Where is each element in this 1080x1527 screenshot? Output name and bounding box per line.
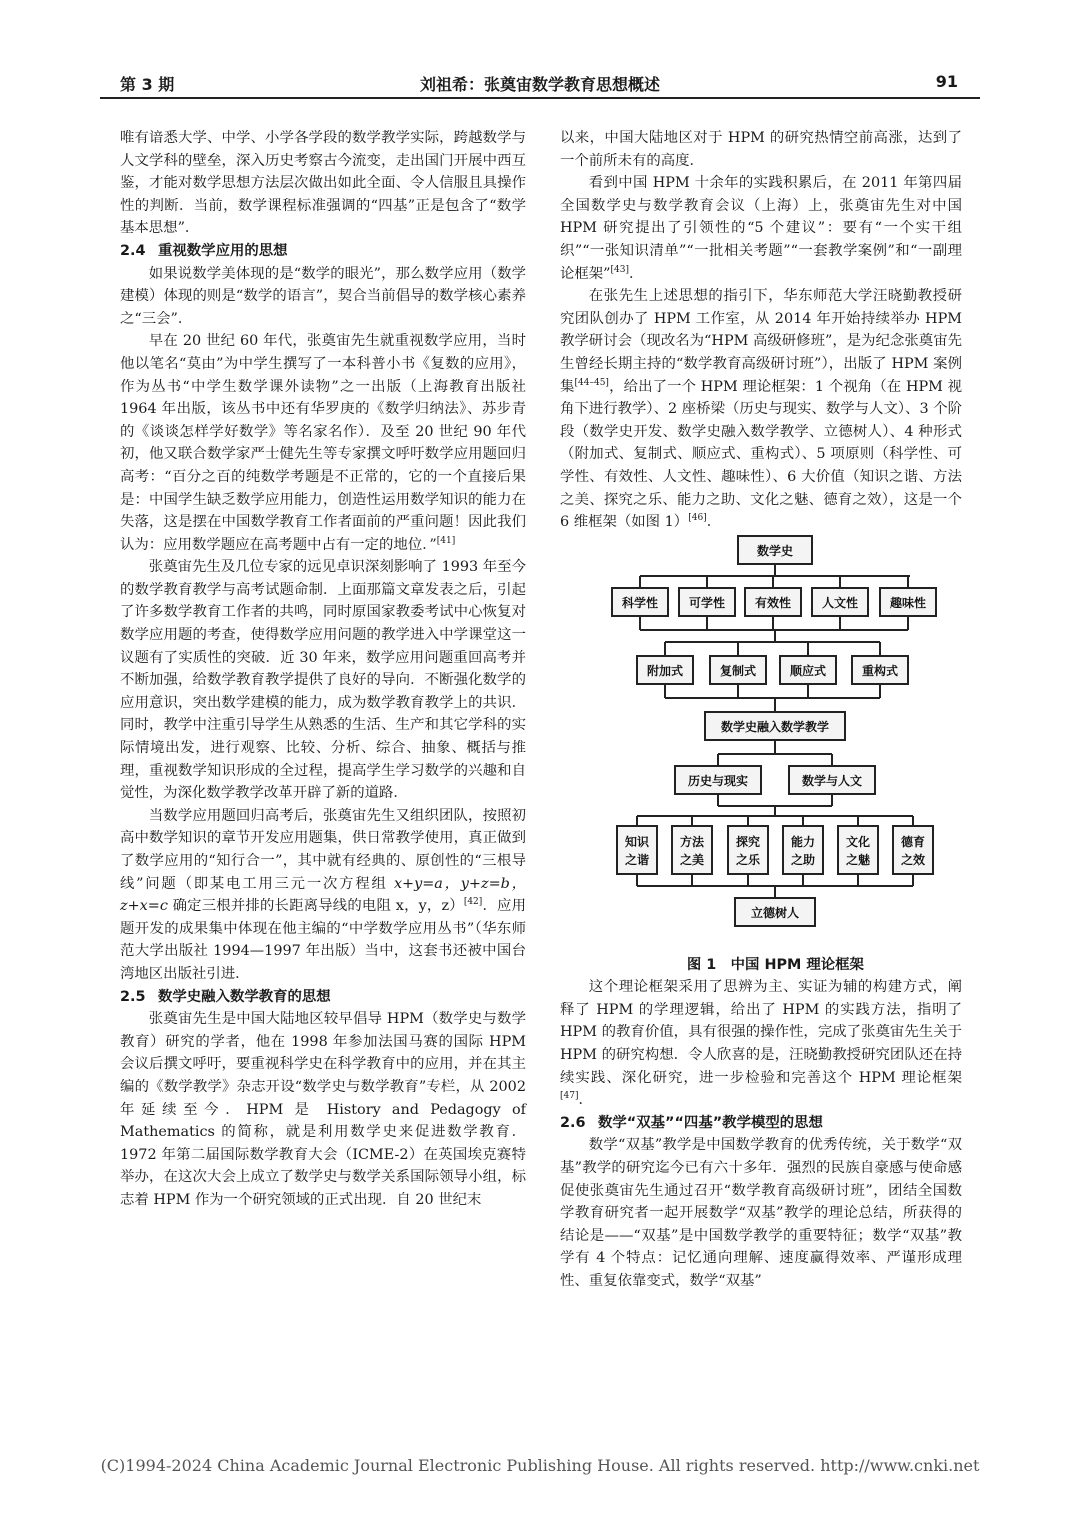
section-title: 重视数学应用的思想 [158, 242, 288, 259]
paragraph [560, 976, 962, 1112]
principle-label: 有效性 [754, 595, 792, 610]
right-column [560, 127, 962, 1293]
value-label: 文化 [845, 834, 871, 849]
running-title: 刘祖希：张奠宙数学教育思想概述 [419, 75, 660, 94]
paragraph: 唯有谙悉大学、中学、小学各学段的数学教学实际，跨越数学与人文学科的壁垒，深入历史考察古今流变，走出国门开展中西互鉴，才能对数学思想方法层次做出如此全面、令人信服且具操作性的判断．当前，数学课程标准强调的“四基”正是包含了“数学基本思想”． [120, 130, 526, 237]
paragraph [120, 805, 526, 986]
paragraph-text: 当数学应用题回归高考后，张奠宙先生又组织团队，按照初高中数学知识的章节开发应用题集，供日常教学使用，真正做到了数学应用的“知行合一”，其中就有经典的、原创性的“三根导线”问题（即某电工用三元一次方程组 [120, 807, 526, 892]
value-label: 之乐 [735, 852, 761, 867]
bridge-nodes [675, 766, 875, 794]
citation: [41] [436, 535, 456, 546]
paragraph: 以来，中国大陆地区对于 HPM 的研究热情空前高涨，达到了一个前所未有的高度． [560, 130, 962, 169]
running-header [100, 66, 980, 94]
paragraph-text: 看到中国 HPM 十余年的实践积累后，在 2011 年第四届全国数学史与数学教育会议（上海）上，张奠宙先生对中国 HPM 研究提出了引领性的“5 个建议”：要有“一个实干组织”“一张知识清单”“一批相关考题”“一套教学案例”和“一副理论框架” [560, 175, 962, 282]
section-heading-2-4 [120, 240, 526, 263]
punctuation: ． [578, 1092, 593, 1109]
paragraph [560, 285, 962, 534]
section-heading-2-5 [120, 986, 526, 1009]
citation: [47] [560, 1091, 579, 1102]
punctuation: ． [629, 265, 644, 282]
hpm-framework-figure [560, 534, 962, 954]
node-history [738, 536, 812, 564]
page-number: 91 [935, 72, 958, 91]
paragraph: 数学“双基”教学是中国数学教育的优秀传统，关于数学“双基”教学的研究迄今已有六十多年．强烈的民族自豪感与使命感促使张奠宙先生通过召开“数学教育高级研讨班”，团结全国数学教育研究者一起开展数学“双基”教学的理论总结，所获得的结论是——“双基”是中国数学教学的重要特征；数学“双基”教学有 4 个特点：记忆通向理解、速度赢得效率、严谨形成理性、重复依靠变式，数学“双基” [560, 1137, 962, 1289]
node-label: 立德树人 [750, 905, 800, 920]
node-label: 数学史 [756, 543, 794, 558]
value-label: 德育 [900, 834, 926, 849]
bridge-label: 数学与人文 [801, 773, 863, 788]
value-label: 之效 [900, 852, 926, 867]
principle-label: 趣味性 [889, 595, 927, 610]
paragraph-text: 确定三根并排的长距离导线的电阻 x，y，z） [167, 898, 464, 915]
citation: [42] [463, 897, 483, 908]
citation: [46] [688, 513, 707, 524]
figure-caption: 图 1 中国 HPM 理论框架 [686, 956, 864, 973]
paragraph [120, 330, 526, 556]
form-nodes [637, 656, 908, 684]
section-number: 2.4 [120, 242, 146, 259]
form-label: 重构式 [861, 663, 899, 678]
value-label: 之魅 [845, 852, 871, 867]
form-label: 顺应式 [789, 663, 827, 678]
paragraph-text: 在张先生上述思想的指引下，华东师范大学汪晓勤教授研究团队创办了 HPM 工作室，从 2014 年开始持续举办 HPM 教学研讨会（现改名为“HPM 高级研修班”，是为纪念张奠宙先生曾经长期主持的“数学教育高级研讨班”），出版了 HPM 案例集 [560, 288, 962, 395]
value-label: 探究 [735, 834, 761, 849]
section-heading-2-6 [560, 1112, 962, 1135]
issue-label: 第 3 期 [120, 75, 175, 94]
header-rule [100, 97, 980, 99]
section-number: 2.5 [120, 988, 146, 1005]
citation: [44–45] [574, 377, 609, 388]
paragraph-text: ，给出了一个 HPM 理论框架：1 个视角（在 HPM 视角下进行教学）、2 座桥梁（历史与现实、数学与人文）、3 个阶段（数学史开发、数学史融入数学教学、立德树人）、4 种形式（附加式、复制式、顺应式、重构式）、5 项原则（科学性、可学性、有效性、人文性、趣味性）、6 大价值（知识之谐、方法之美、探究之乐、能力之助、文化之魅、德育之效），这是一个 6 维框架（如图 1） [560, 378, 962, 531]
paragraph: 张奠宙先生是中国大陆地区较早倡导 HPM（数学史与数学教育）研究的学者，他在 1998 年参加法国马赛的国际 HPM 会议后撰文呼吁，要重视科学史在科学教育中的应用，并在其主编的《数学教学》杂志开设“数学史与数学教育”专栏，从 2002 年延续至今．HPM 是 History and Pedagogy of Mathematics 的简称，就是利用数学史来促进数学教育．1972 年第二届国际数学教育大会（ICME-2）在英国埃克赛特举办，在这次大会上成立了数学史与数学关系国际领导小组，标志着 HPM 作为一个研究领域的正式出现．自 20 世纪末 [120, 1011, 526, 1208]
principle-nodes [612, 588, 936, 616]
paragraph [560, 172, 962, 285]
value-label: 之助 [790, 852, 816, 867]
paragraph-text: ．应用题开发的成果集中体现在他主编的“中学数学应用丛书”（华东师范大学出版社 1994—1997 年出版）当中，这套书还被中国台湾地区出版社引进． [120, 898, 526, 982]
value-label: 之美 [679, 852, 705, 867]
equation: x+y=a，y+z=b，z+x=c [120, 875, 526, 915]
paragraph: 张奠宙先生及几位专家的远见卓识深刻影响了 1993 年至今的数学教育教学与高考试题命制．上面那篇文章发表之后，引起了许多数学教育工作者的共鸣，同时原国家教委考试中心恢复对数学应用题的考查，使得数学应用问题的教学进入中学课堂这一议题有了实质性的突破．近 30 年来，数学应用问题重回高考并不断加强，给数学教育教学提供了良好的导向．不断强化数学的应用意识，突出数学建模的能力，成为数学教育教学上的共识．同时，教学中注重引导学生从熟悉的生活、生产和其它学科的实际情境出发，进行观察、比较、分析、综合、抽象、概括与推理，重视数学知识形成的全过程，提高学生学习数学的兴趣和自觉性，为深化数学教学改革开辟了新的道路． [120, 559, 526, 802]
paragraph: 如果说数学美体现的是“数学的眼光”，那么数学应用（数学建模）体现的则是“数学的语言”，契合当前倡导的数学核心素养之“三会”． [120, 265, 526, 327]
value-label: 方法 [679, 834, 705, 849]
principle-label: 人文性 [821, 595, 859, 610]
section-number: 2.6 [560, 1114, 586, 1131]
node-moral-education [735, 898, 815, 926]
form-label: 附加式 [646, 663, 684, 678]
form-label: 复制式 [719, 663, 757, 678]
value-label: 能力 [790, 834, 816, 849]
section-title: 数学史融入数学教育的思想 [158, 988, 331, 1005]
value-nodes [617, 826, 933, 874]
left-column [120, 127, 526, 1212]
value-label: 之谐 [624, 852, 650, 867]
bridge-label: 历史与现实 [687, 773, 749, 788]
node-label: 数学史融入数学教学 [720, 719, 830, 734]
section-title: 数学“双基”“四基”教学模型的思想 [598, 1114, 823, 1131]
citation: [43] [610, 264, 630, 275]
principle-label: 科学性 [621, 595, 659, 610]
hpm-framework-diagram [610, 534, 940, 950]
principle-label: 可学性 [688, 595, 726, 610]
paragraph-text: 这个理论框架采用了思辨为主、实证为辅的构建方式，阐释了 HPM 的学理逻辑，给出了 HPM 的实践方法，指明了 HPM 的教育价值，具有很强的操作性，完成了张奠宙先生关于 HPM 的研究构想．令人欣喜的是，汪晓勤教授研究团队还在持续实践、深化研究，进一步检验和完善这个 HPM 理论框架 [560, 979, 962, 1086]
paragraph-text: 早在 20 世纪 60 年代，张奠宙先生就重视数学应用，当时他以笔名“莫由”为中学生撰写了一本科普小书《复数的应用》，作为丛书“中学生数学课外读物”之一出版（上海教育出版社 1964 年出版，该丛书中还有华罗庚的《数学归纳法》、苏步青的《谈谈怎样学好数学》等名家名作）．及至 20 世纪 90 年代初，他又联合数学家严士健先生等专家撰文呼吁数学应用题回归高考：“百分之百的纯数学考题是不正常的，它的一个直接后果是：中国学生缺乏数学应用能力，创造性运用数学知识的能力在失落，这是摆在中国数学教育工作者面前的严重问题！因此我们认为：应用数学题应在高考题中占有一定的地位．” [120, 333, 526, 553]
punctuation: ． [706, 514, 722, 531]
node-integration [705, 712, 845, 740]
value-label: 知识 [624, 834, 650, 849]
copyright-footer: (C)1994-2024 China Academic Journal Electronic Publishing House. All rights reserved. http://www.cnki.net [100, 1456, 980, 1475]
